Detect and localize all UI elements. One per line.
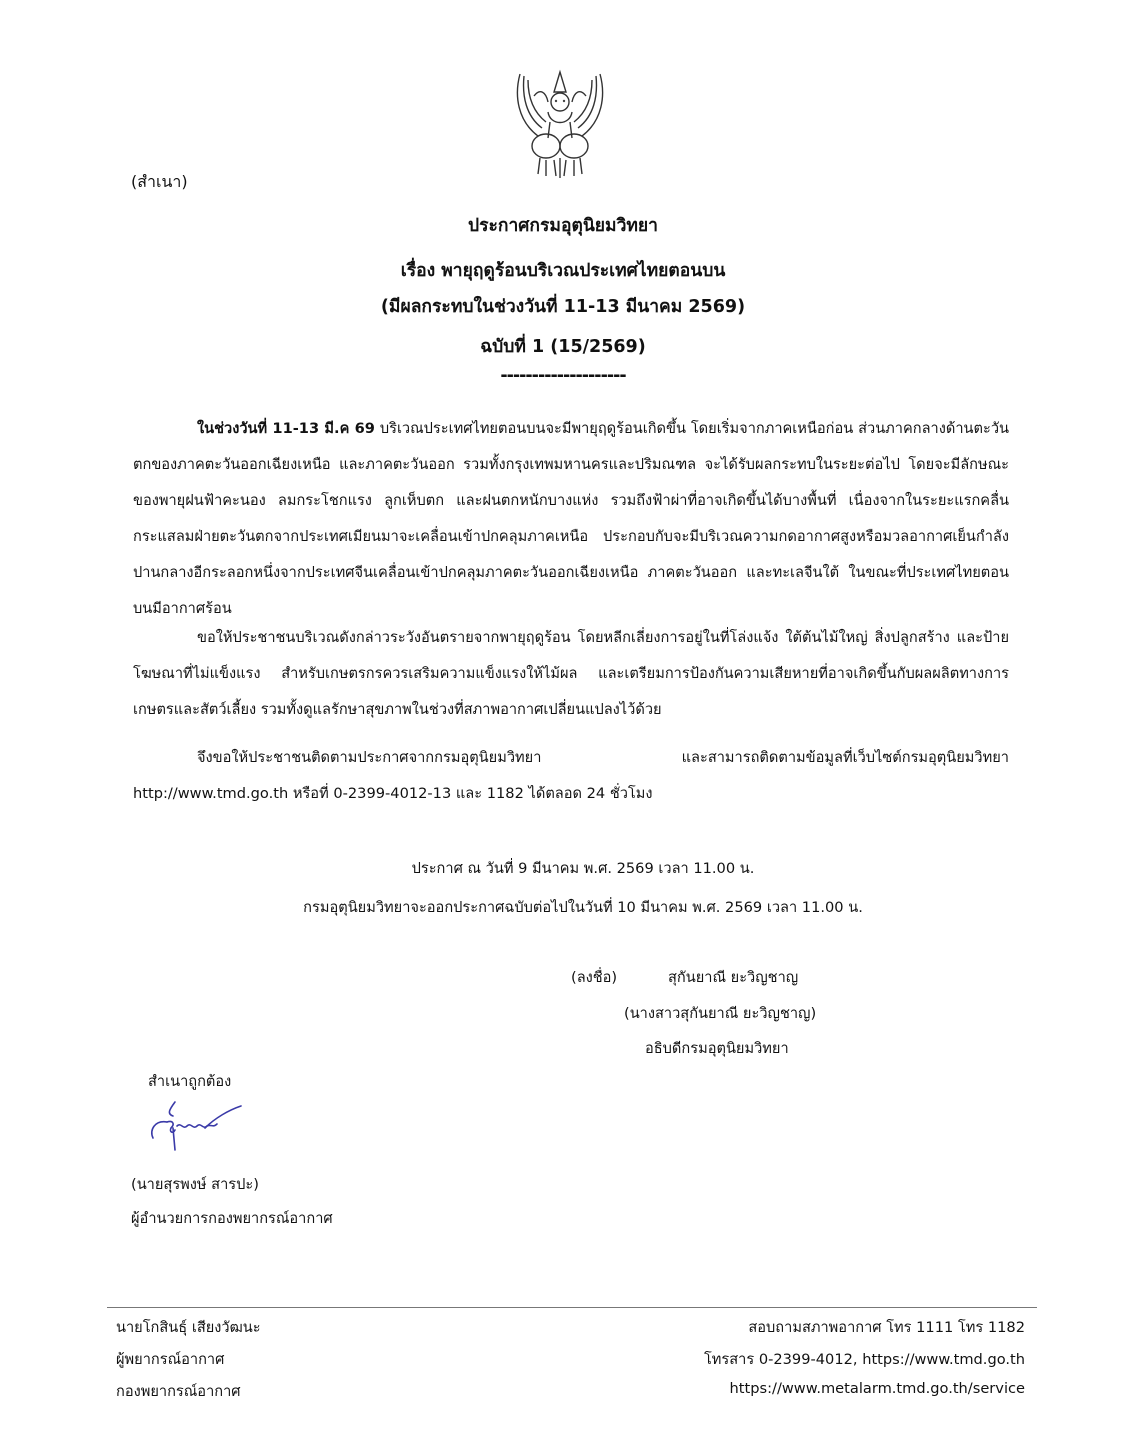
paragraph-contact-text: จึงขอให้ประชาชนติดตามประกาศจากกรมอุตุนิยมวิทยา และสามารถติดตามข้อมูลที่เว็บไซต์กรมอุตุนิยมวิทยา [197,749,1009,766]
signed-name: สุกันยาณี ยะวิญชาญ [668,969,799,986]
next-announcement-date: กรมอุตุนิยมวิทยาจะออกประกาศฉบับต่อไปในวันที่ 10 มีนาคม พ.ศ. 2569 เวลา 11.00 น. [303,899,863,916]
metalarm-service-link[interactable]: https://www.metalarm.tmd.go.th/service [729,1380,1025,1397]
garuda-emblem-icon [510,66,610,184]
certifier-name: (นายสุรพงษ์ สารปะ) [131,1176,259,1193]
announcement-title: ประกาศกรมอุตุนิยมวิทยา [467,216,659,236]
paragraph-advisory [133,620,1009,728]
paragraph-forecast-text: บริเวณประเทศไทยตอนบนจะมีพายุฤดูร้อนเกิดขึ้น โดยเริ่มจากภาคเหนือก่อน ส่วนภาคกลางด้านตะวันตกของภาคตะวันออกเฉียงเหนือ และภาคตะวันออก รวมทั้งกรุงเทพมหานครและปริมณฑล จะได้รับผลกระทบในระยะต่อไป โดยจะมีลักษณะของพายุฝนฟ้าคะนอง ลมกระโชกแรง ลูกเห็บตก และฝนตกหนักบางแห่ง รวมถึงฟ้าผ่าที่อาจเกิดขึ้นได้บางพื้นที่ เนื่องจากในระยะแรกคลื่นกระแสลมฝ่ายตะวันตกจากประเทศเมียนมาจะเคลื่อนเข้าปกคลุมภาคเหนือ ประกอบกับจะมีบริเวณความกดอากาศสูงหรือมวลอากาศเย็นกำลังปานกลางอีกระลอกหนึ่งจากประเทศจีนเคลื่อนเข้าปกคลุมภาคตะวันออกเฉียงเหนือ ภาคตะวันออก และทะเลจีนใต้ ในขณะที่ประเทศไทยตอนบนมีอากาศร้อน [133,420,1009,617]
signatory-position: อธิบดีกรมอุตุนิยมวิทยา [645,1040,789,1057]
forecaster-division: กองพยากรณ์อากาศ [116,1383,241,1400]
footer-divider [107,1307,1037,1308]
fax-and-website[interactable]: โทรสาร 0-2399-4012, https://www.tmd.go.th [703,1351,1025,1368]
paragraph-contact-tail: หรือที่ 0-2399-4012-13 และ 1182 ได้ตลอด 24 ชั่วโมง [288,785,653,802]
forecaster-role: ผู้พยากรณ์อากาศ [116,1351,225,1368]
signed-label: (ลงชื่อ) [571,969,618,986]
forecaster-name: นายโกสินธุ์ เสียงวัฒนะ [116,1319,261,1336]
title-separator: -------------------- [500,366,626,386]
signatory-full-name: (นางสาวสุกันยาณี ยะวิญชาญ) [624,1005,817,1022]
paragraph-lead: ในช่วงวันที่ 11-13 มี.ค 69 [197,420,375,437]
copy-mark: (สำเนา) [131,172,188,191]
announcement-impact-period: (มีผลกระทบในช่วงวันที่ 11-13 มีนาคม 2569) [380,297,746,317]
announcement-subject: เรื่อง พายุฤดูร้อนบริเวณประเทศไทยตอนบน [400,261,726,281]
paragraph-forecast [133,411,1009,627]
weather-hotline: สอบถามสภาพอากาศ โทร 1111 โทร 1182 [748,1319,1025,1336]
certifier-position: ผู้อำนวยการกองพยากรณ์อากาศ [131,1210,333,1227]
paragraph-advisory-text: ขอให้ประชาชนบริเวณดังกล่าวระวังอันตรายจากพายุฤดูร้อน โดยหลีกเลี่ยงการอยู่ในที่โล่งแจ้ง ใต้ต้นไม้ใหญ่ สิ่งปลูกสร้าง และป้ายโฆษณาที่ไม่แข็งแรง สำหรับเกษตรกรควรเสริมความแข็งแรงให้ไม้ผล และเตรียมการป้องกันความเสียหายที่อาจเกิดขึ้นกับผลผลิตทางการเกษตรและสัตว์เลี้ยง รวมทั้งดูแลรักษาสุขภาพในช่วงที่สภาพอากาศเปลี่ยนแปลงไว้ด้วย [133,629,1009,718]
announcement-date: ประกาศ ณ วันที่ 9 มีนาคม พ.ศ. 2569 เวลา 11.00 น. [411,860,755,877]
handwritten-signature-icon [145,1098,245,1154]
paragraph-contact [133,740,1009,812]
tmd-website-link[interactable]: http://www.tmd.go.th [133,785,289,802]
announcement-issue-number: ฉบับที่ 1 (15/2569) [480,337,646,357]
certified-copy-label: สำเนาถูกต้อง [148,1073,232,1090]
